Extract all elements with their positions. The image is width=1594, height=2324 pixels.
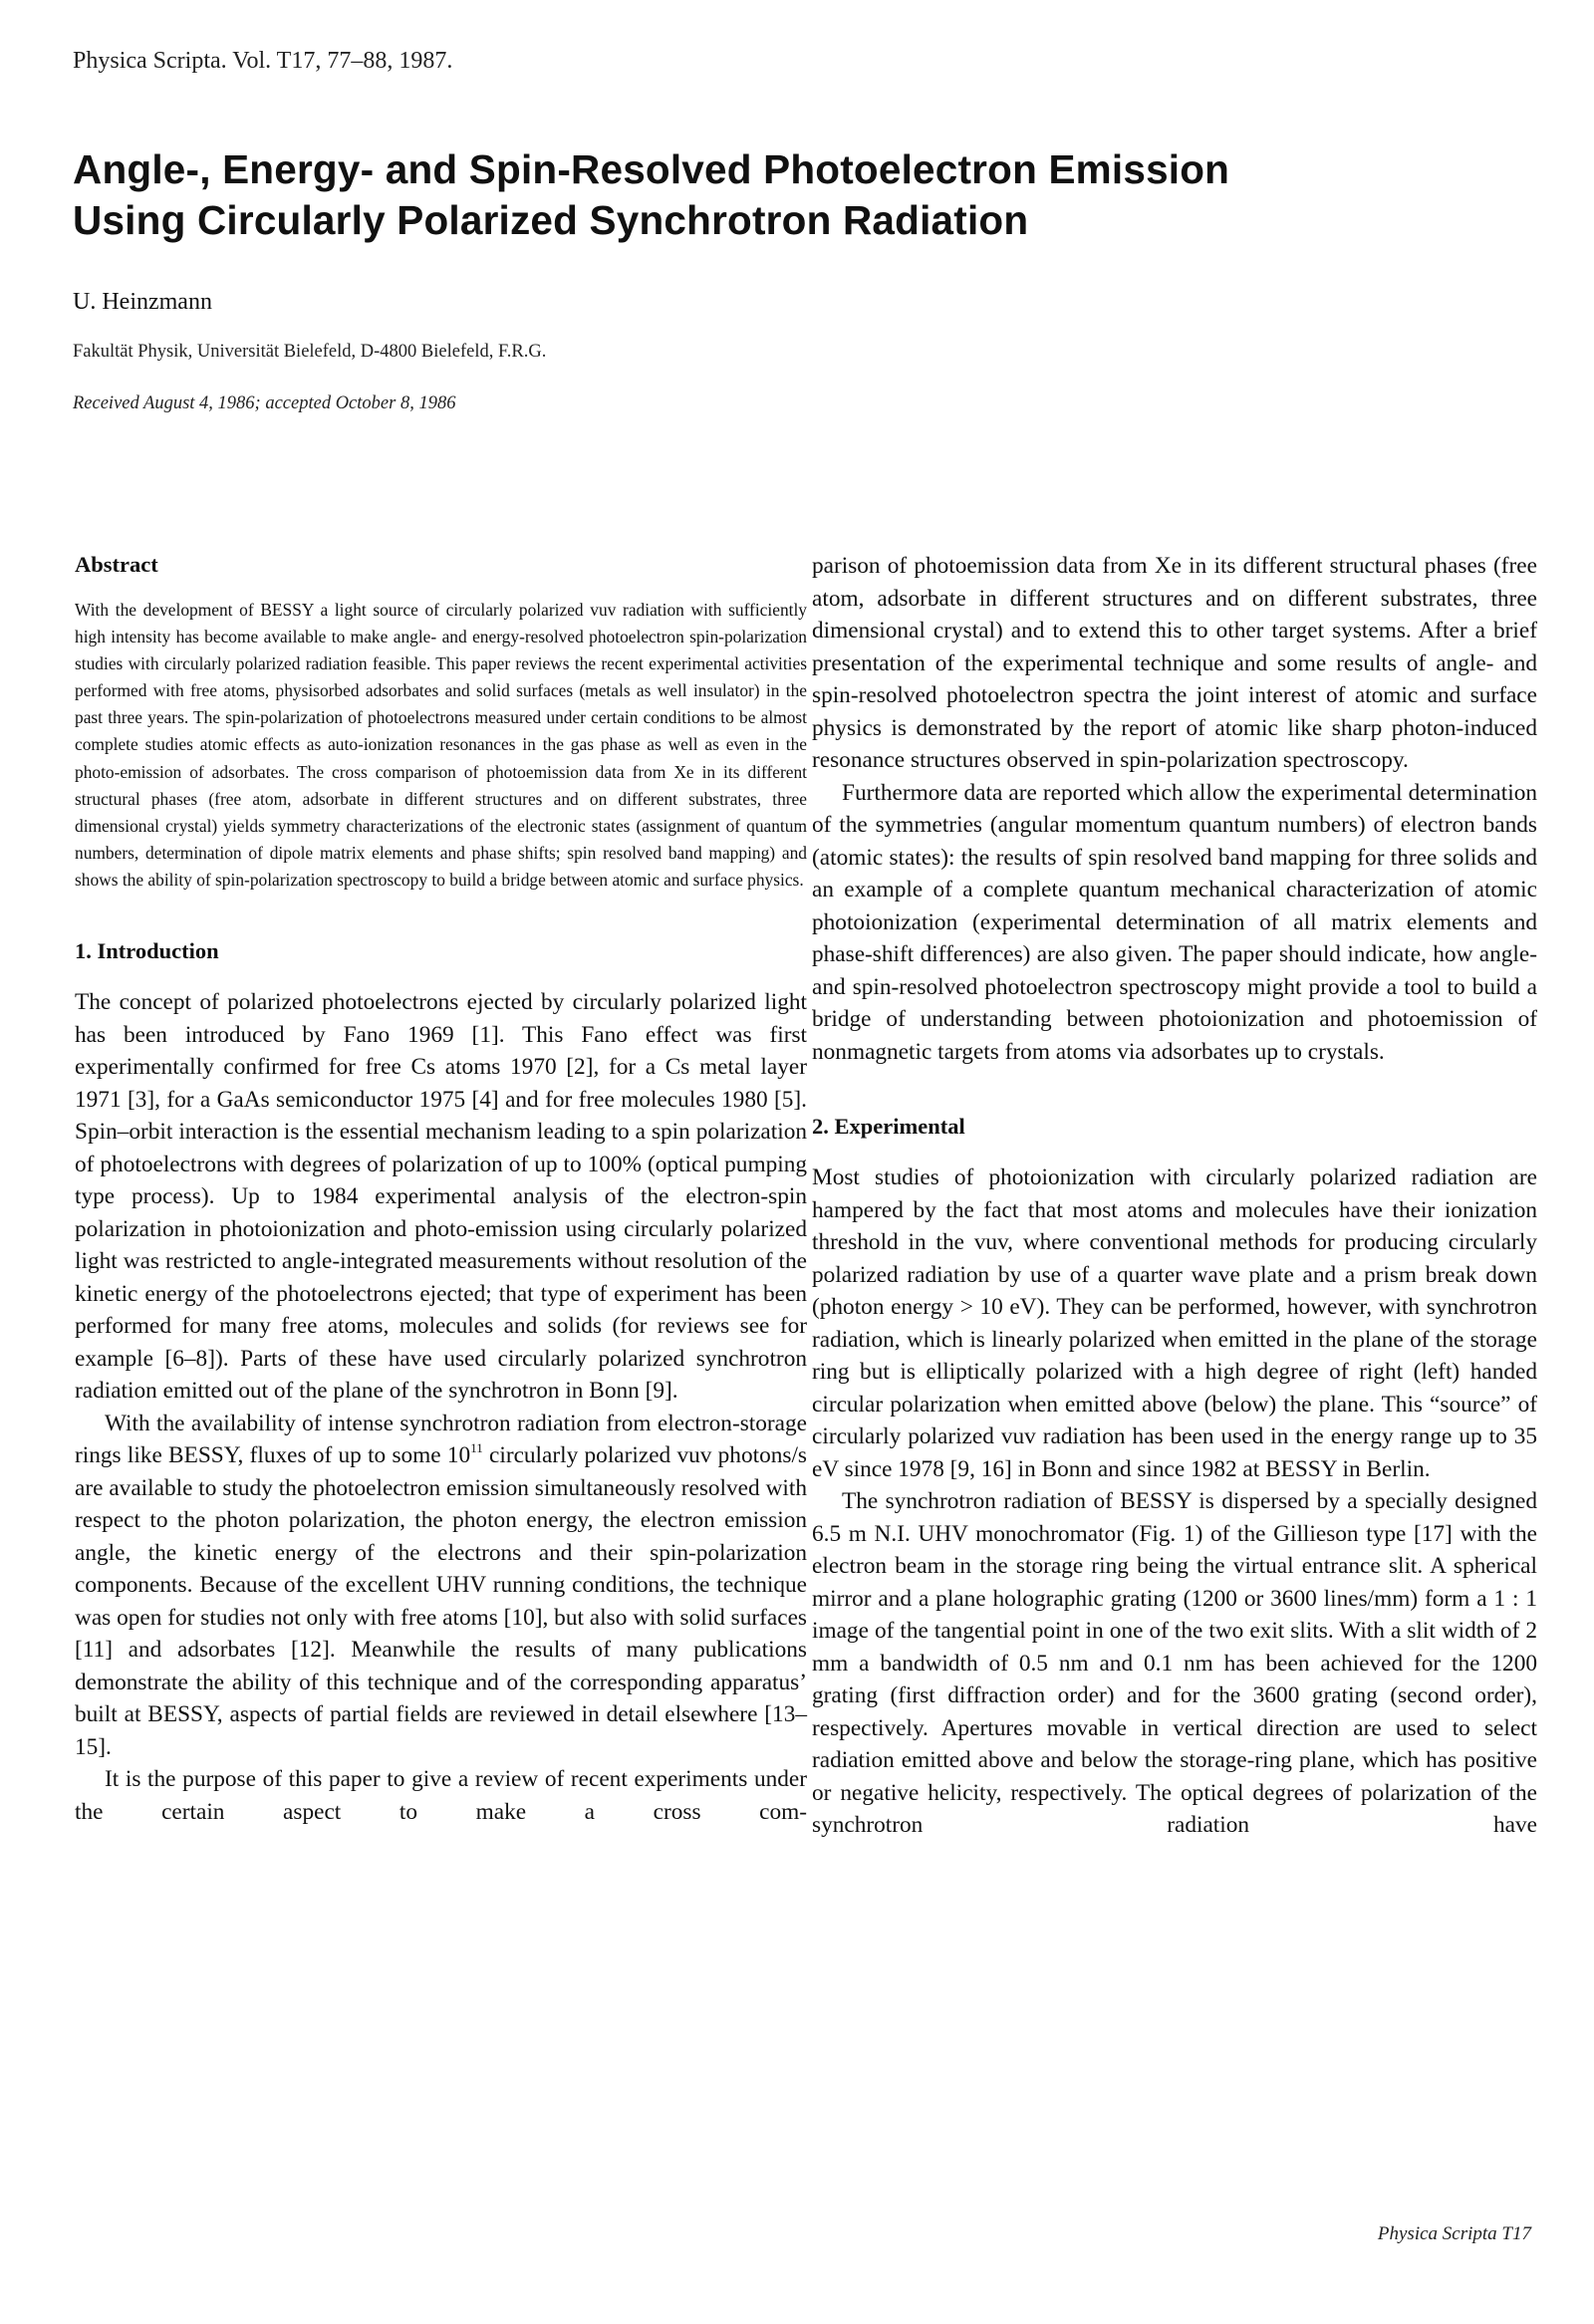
intro-paragraph-1: The concept of polarized photoelectrons ejected by circularly polarized light has been introduced by Fano 1969 [1]. This Fano effect was first experimentally confirmed for free Cs atoms 1970 [2], for a Cs metal layer 1971 [3], for a GaAs semiconductor 1975 [4] and for free molecules 1980 [5]. Spin–orbit interaction is the essential mechanism leading to a spin polarization of photoelectrons with degrees of polarization of up to 100% (optical pumping type process). Up to 1984 experimental analysis of the electron-spin polarization in photoionization and photo-emission using circularly polarized light was restricted to angle-integrated measurements without resolution of the kinetic energy of the photoelectrons ejected; that type of experiment has been performed for many free atoms, molecules and solids (for reviews see for example [6–8]). Parts of these have used circularly polarized synchrotron radiation emitted out of the plane of the synchrotron in Bonn [9].: [75, 989, 807, 1405]
intro-paragraph-4: Furthermore data are reported which allow the experimental determination of the symmetries (angular momentum quantum numbers) of electron bands (atomic states): the results of spin resolved band mapping for three solids and an example of a complete quantum mechanical characterization of atomic photoionization (experimental determination of all matrix elements and phase-shift differences) are also given. The paper should indicate, how angle- and spin-resolved photoelectron spectroscopy might provide a tool to build a bridge of understanding between photoionization and photoemission of nonmagnetic targets from atoms via adsorbates up to crystals.: [812, 779, 1537, 1065]
journal-reference: Physica Scripta. Vol. T17, 77–88, 1987.: [73, 48, 453, 74]
title-line-2: Using Circularly Polarized Synchrotron Radiation: [73, 197, 1029, 243]
author: U. Heinzmann: [73, 289, 212, 315]
abstract-heading: Abstract: [75, 552, 158, 577]
flux-value: $10^{11}$: [446, 1440, 483, 1469]
running-footer: Physica Scripta T17: [1377, 2223, 1531, 2244]
abstract-text: With the development of BESSY a light source of circularly polarized vuv radiation with sufficiently high intensity has become available to make angle- and energy-resolved photoelectron spin-polarization studies with circularly polarized radiation feasible. This paper reviews the recent experimental activities performed with free atoms, physisorbed adsorbates and solid surfaces (metals as well insulator) in the past three years. The spin-polarization of photoelectrons measured under certain conditions to be almost complete studies atomic effects as auto-ionization resonances in the gas phase as well as even in the photo-emission of adsorbates. The cross comparison of photoemission data from Xe in its different structural phases (free atom, adsorbate in different structures and on different substrates, three dimensional crystal) yields symmetry characterizations of the electronic states (assignment of quantum numbers, determination of dipole matrix elements and phase shifts; spin resolved band mapping) and shows the ability of spin-polarization spectroscopy to build a bridge between atomic and surface physics.: [75, 600, 807, 890]
received-dates: Received August 4, 1986; accepted October 8, 1986: [73, 393, 456, 413]
experimental-paragraph-1: Most studies of photoionization with circularly polarized radiation are hampered by the fact that most atoms and molecules have their ionization threshold in the vuv, where conventional methods for producing circularly polarized radiation by use of a quarter wave plate and a prism break down (photon energy > 10 eV). They can be performed, however, with synchrotron radiation, which is linearly polarized when emitted in the plane of the storage ring but is elliptically polarized with a high degree of right (left) handed circular polarization when emitted above (below) the plane. This “source” of circularly polarized vuv radiation has been used in the energy range up to 35 eV since 1978 [9, 16] in Bonn and since 1982 at BESSY in Berlin.: [812, 1164, 1537, 1482]
intro-paragraph-2-rest: circularly polarized vuv photons/s are available to study the photoelectron emission simultaneously resolved with respect to the photon polarization, the photon energy, the electron emission angle, the kinetic energy of the electrons and their spin-polarization components. Because of the excellent UHV running conditions, the technique was open for studies not only with free atoms [10], but also with solid surfaces [11] and adsorbates [12]. Meanwhile the results of many publications demonstrate the ability of this technique and of the corresponding apparatus’ built at BESSY, aspects of partial fields are reviewed in detail elsewhere [13–15].: [75, 1442, 807, 1760]
title-line-1: Angle-, Energy- and Spin-Resolved Photoelectron Emission: [73, 146, 1230, 192]
paper-title: [73, 144, 1547, 246]
affiliation: Fakultät Physik, Universität Bielefeld, D-4800 Bielefeld, F.R.G.: [73, 342, 547, 362]
intro-paragraph-2-lead: With the availability of intense synchrotron radiation from electron-storage rings like BESSY, fluxes of up to some: [75, 1410, 807, 1469]
intro-paragraph-3-start: It is the purpose of this paper to give a review of recent experiments under the certain aspect to make a cross com-: [75, 1766, 807, 1825]
left-column: [75, 550, 807, 1828]
flux-exponent: 11: [470, 1440, 483, 1456]
intro-paragraph-3-continued: parison of photoemission data from Xe in its different structural phases (free atom, adsorbate in different structures and on different substrates, three dimensional crystal) and to extend this to other target systems. After a brief presentation of the experimental technique and some results of angle- and spin-resolved photoelectron spectra the joint interest of atomic and surface physics is demonstrated by the report of atomic like sharp photon-induced resonance structures observed in spin-polarization spectroscopy.: [812, 553, 1537, 773]
intro-paragraph-2: [75, 1408, 807, 1764]
experimental-heading: 2. Experimental: [812, 1114, 965, 1139]
experimental-paragraph-2: The synchrotron radiation of BESSY is dispersed by a specially designed 6.5 m N.I. UHV monochromator (Fig. 1) of the Gillieson type [17] with the electron beam in the storage ring being the virtual entrance slit. A spherical mirror and a plane holographic grating (1200 or 3600 lines/mm) form a 1 : 1 image of the tangential point in one of the two exit slits. With a slit width of 2 mm a bandwidth of 0.5 nm and 0.1 nm has been achieved for the 1200 grating (first diffraction order) and for the 3600 grating (second order), respectively. Apertures movable in vertical direction are used to select radiation emitted above and below the storage-ring plane, which has positive or negative helicity, respectively. The optical degrees of polarization of the synchrotron radiation have: [812, 1488, 1537, 1838]
introduction-heading: 1. Introduction: [75, 938, 219, 964]
right-column: [812, 550, 1537, 1842]
